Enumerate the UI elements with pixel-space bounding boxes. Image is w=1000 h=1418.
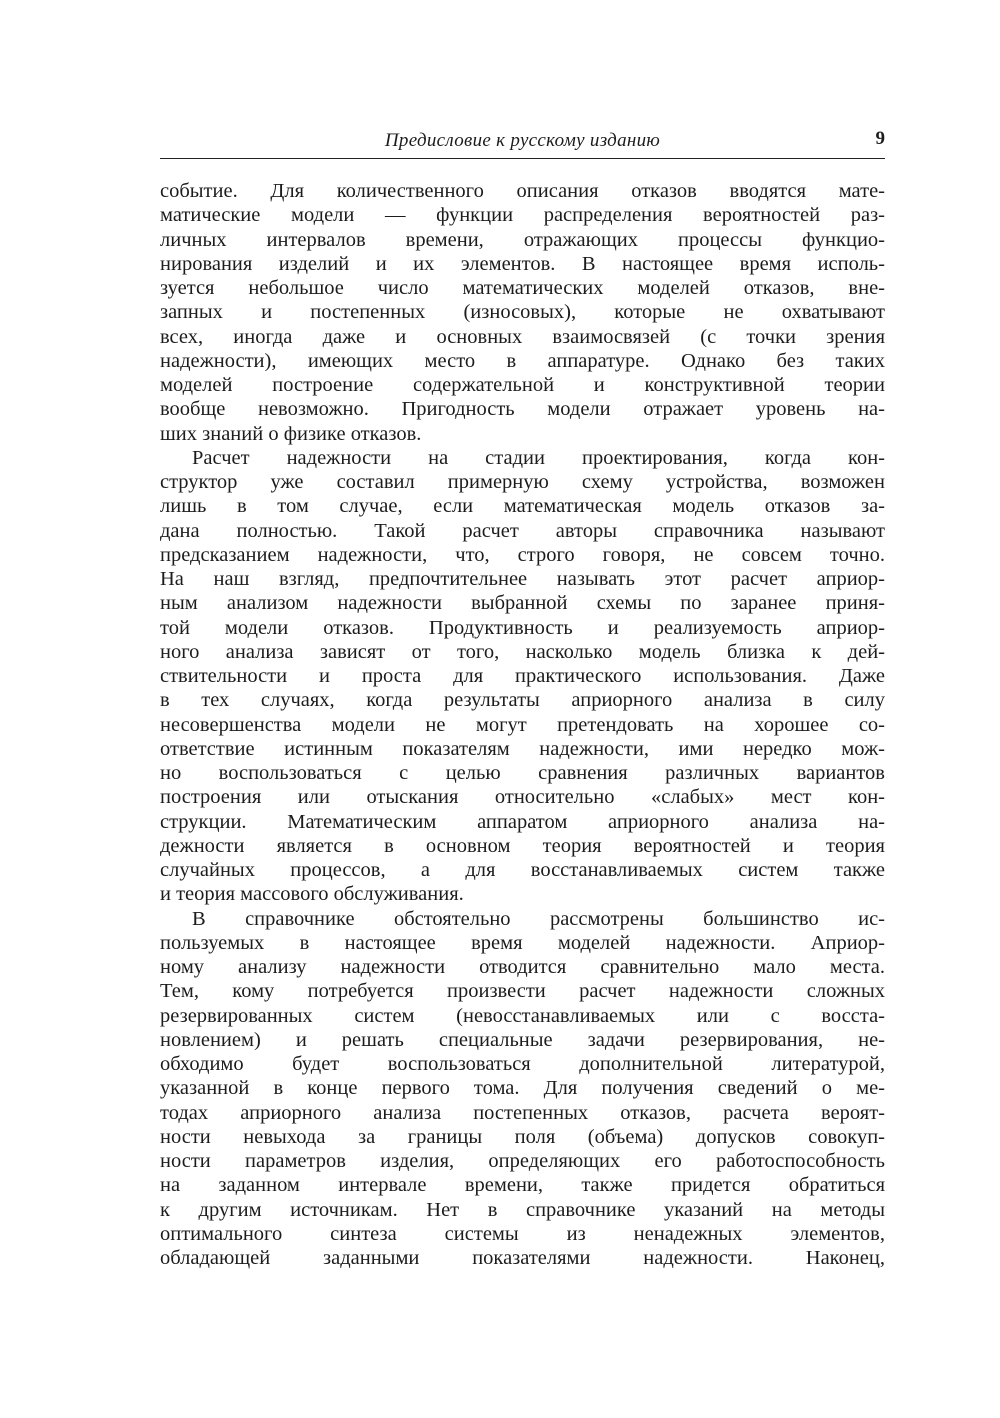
running-title: Предисловие к русскому изданию xyxy=(384,130,661,151)
text-line: в тех случаях, когда результаты априорного анализа в силу xyxy=(160,689,885,712)
text-line: ного анализа зависят от того, насколько модель близка к дей- xyxy=(160,640,885,663)
text-line: дежности является в основном теория вероятностей и теория xyxy=(160,834,885,857)
paragraph-1 xyxy=(160,179,885,446)
text-line: лишь в том случае, если математическая модель отказов за- xyxy=(160,495,885,518)
text-line: ному анализу надежности отводится сравнительно мало места. xyxy=(160,956,885,978)
text-line: обладающей заданными показателями надежности. Наконец, xyxy=(160,1247,885,1269)
text-line: но воспользоваться с целью сравнения различных вариантов xyxy=(160,762,885,784)
text-line: На наш взгляд, предпочтительнее называть этот расчет априор- xyxy=(160,568,885,590)
text-line: надежности), имеющих место в аппаратуре. Однако без таких xyxy=(160,349,885,372)
text-line: запных и постепенных (износовых), которые не охватывают xyxy=(160,301,885,324)
text-line: нирования изделий и их элементов. В настоящее время исполь- xyxy=(160,252,885,275)
paragraph-3 xyxy=(160,907,885,1271)
text-line: тодах априорного анализа постепенных отказов, расчета вероят- xyxy=(160,1101,885,1124)
text-line: построения или отыскания относительно «слабых» мест кон- xyxy=(160,786,885,809)
text-line: В справочнике обстоятельно рассмотрены большинство ис- xyxy=(192,907,885,930)
text-line: новлением) и решать специальные задачи резервирования, не- xyxy=(160,1028,885,1051)
text-line: к другим источникам. Нет в справочнике указаний на методы xyxy=(160,1198,885,1221)
text-line: ответствие истинным показателям надежности, ими нередко мож- xyxy=(160,737,885,760)
text-line: личных интервалов времени, отражающих процессы функцио- xyxy=(160,228,885,251)
text-line: случайных процессов, а для восстанавливаемых систем также xyxy=(160,859,885,881)
text-line: оптимального синтеза системы из ненадежных элементов, xyxy=(160,1222,885,1245)
text-line: ности параметров изделия, определяющих его работоспособность xyxy=(160,1150,885,1172)
text-line: несовершенства модели не могут претендовать на хорошее со- xyxy=(160,713,885,736)
text-line: вообще невозможно. Пригодность модели отражает уровень на- xyxy=(160,398,885,421)
text-line: Расчет надежности на стадии проектирования, когда кон- xyxy=(192,446,885,469)
text-line: предсказанием надежности, что, строго говоря, не совсем точно. xyxy=(160,543,885,566)
text-line: той модели отказов. Продуктивность и реализуемость априор- xyxy=(160,616,885,639)
text-line: дана полностью. Такой расчет авторы справочника называют xyxy=(160,519,885,542)
text-line: ствительности и проста для практического использования. Даже xyxy=(160,665,885,687)
text-line: Тем, кому потребуется произвести расчет надежности сложных xyxy=(160,980,885,1003)
text-line: всех, иногда даже и основных взаимосвязей (с точки зрения xyxy=(160,325,885,348)
text-line: событие. Для количественного описания отказов вводятся мате- xyxy=(160,180,885,202)
text-line: ности невыхода за границы поля (объема) допусков совокуп- xyxy=(160,1125,885,1148)
text-line: зуется небольшое число математических моделей отказов, вне- xyxy=(160,277,885,299)
text-line: резервированных систем (невосстанавливаемых или с восста- xyxy=(160,1004,885,1027)
body-text xyxy=(160,179,885,1270)
text-line: пользуемых в настоящее время моделей надежности. Априор- xyxy=(160,931,885,954)
text-line: матические модели — функции распределения вероятностей раз- xyxy=(160,204,885,227)
page-number: 9 xyxy=(875,128,885,149)
text-line: обходимо будет воспользоваться дополнительной литературой, xyxy=(160,1053,885,1075)
text-line: указанной в конце первого тома. Для получения сведений о ме- xyxy=(160,1077,885,1100)
text-line: ших знаний о физике отказов. xyxy=(160,422,422,445)
text-line: и теория массового обслуживания. xyxy=(160,883,464,906)
text-line: ным анализом надежности выбранной схемы по заранее приня- xyxy=(160,592,885,615)
running-head xyxy=(160,118,885,159)
text-line: на заданном интервале времени, также придется обратиться xyxy=(160,1174,885,1197)
text-line: моделей построение содержательной и конструктивной теории xyxy=(160,374,885,396)
text-line: струкции. Математическим аппаратом априорного анализа на- xyxy=(160,810,885,833)
text-line: структор уже составил примерную схему устройства, возможен xyxy=(160,471,885,493)
book-page xyxy=(160,118,885,1270)
paragraph-2 xyxy=(160,446,885,907)
